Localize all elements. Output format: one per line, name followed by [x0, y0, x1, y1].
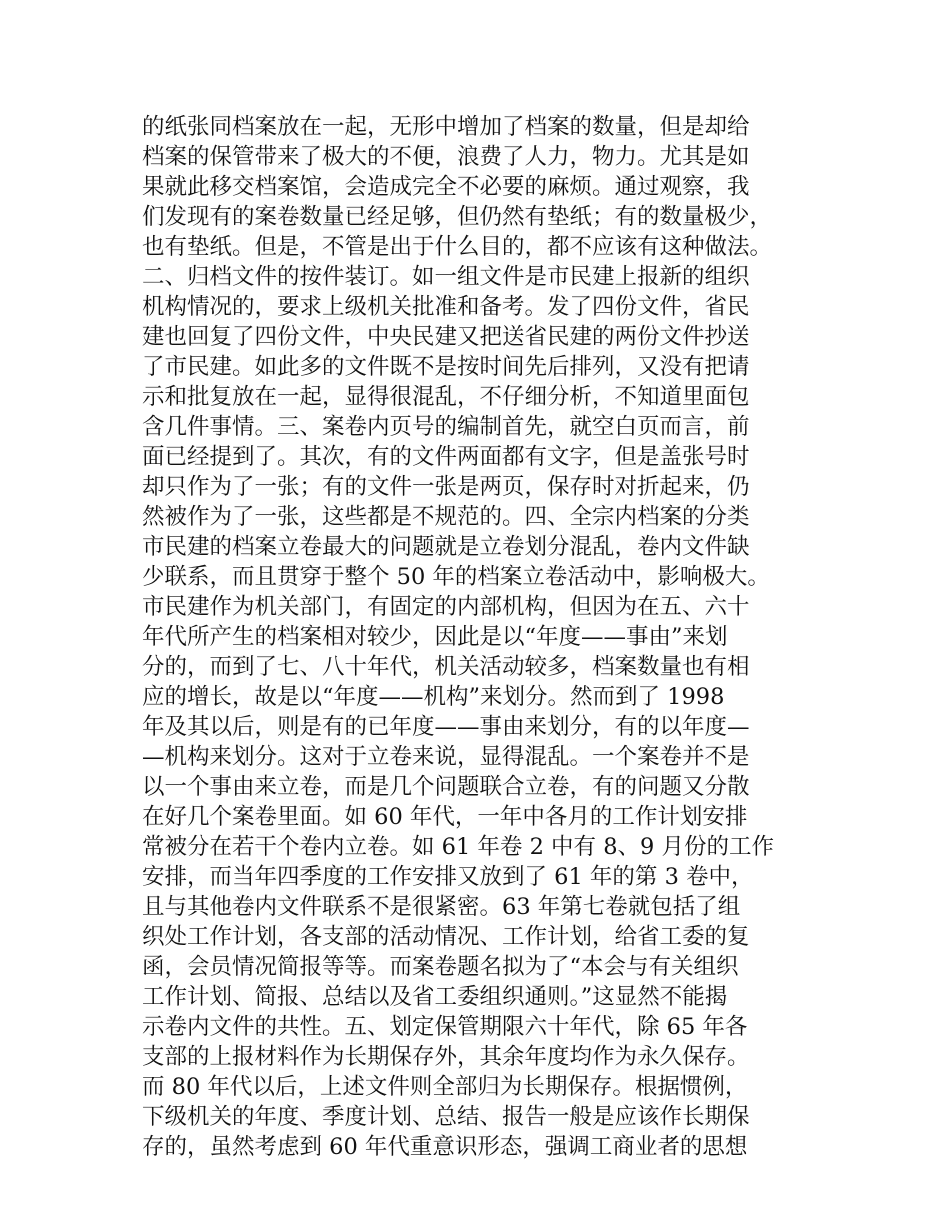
text-line: 分的，而到了七、八十年代，机关活动较多，档案数量也有相 [142, 654, 750, 680]
text-line: 们发现有的案卷数量已经足够，但仍然有垫纸；有的数量极少， [142, 204, 773, 230]
text-line: 档案的保管带来了极大的不便，浪费了人力，物力。尤其是如 [142, 144, 750, 170]
text-line: 然被作为了一张，这些都是不规范的。四、全宗内档案的分类 [142, 504, 750, 530]
text-line: 年及其以后，则是有的已年度——事由来划分，有的以年度— [142, 714, 750, 740]
text-line: 也有垫纸。但是，不管是出于什么目的，都不应该有这种做法。 [142, 234, 773, 260]
text-line: 存的，虽然考虑到 60 年代重意识形态，强调工商业者的思想 [142, 1134, 748, 1160]
text-line: 的纸张同档案放在一起，无形中增加了档案的数量，但是却给 [142, 114, 750, 140]
text-line: 市民建作为机关部门，有固定的内部机构，但因为在五、六十 [142, 594, 750, 620]
text-line: 二、归档文件的按件装订。如一组文件是市民建上报新的组织 [142, 264, 750, 290]
text-line: 市民建的档案立卷最大的问题就是立卷划分混乱，卷内文件缺 [142, 534, 750, 560]
text-line: 建也回复了四份文件，中央民建又把送省民建的两份文件抄送 [142, 324, 750, 350]
text-line: 而 80 年代以后，上述文件则全部归为长期保存。根据惯例， [142, 1074, 748, 1100]
text-line: 却只作为了一张；有的文件一张是两页，保存时对折起来，仍 [142, 474, 750, 500]
text-line: 示卷内文件的共性。五、划定保管期限六十年代，除 65 年各 [142, 1014, 748, 1040]
text-line: 工作计划、简报、总结以及省工委组织通则。”这显然不能揭 [142, 984, 728, 1010]
text-line: 面已经提到了。其次，有的文件两面都有文字，但是盖张号时 [142, 444, 750, 470]
text-line: 在好几个案卷里面。如 60 年代，一年中各月的工作计划安排 [142, 804, 748, 830]
text-line: 安排，而当年四季度的工作安排又放到了 61 年的第 3 卷中， [142, 864, 754, 890]
text-line: 支部的上报材料作为长期保存外，其余年度均作为永久保存。 [142, 1044, 750, 1070]
text-line: —机构来划分。这对于立卷来说，显得混乱。一个案卷并不是 [142, 744, 750, 770]
text-line: 下级机关的年度、季度计划、总结、报告一般是应该作长期保 [142, 1104, 750, 1130]
text-line: 应的增长，故是以“年度——机构”来划分。然而到了 1998 [142, 684, 725, 710]
text-line: 织处工作计划，各支部的活动情况、工作计划，给省工委的复 [142, 924, 750, 950]
text-line: 且与其他卷内文件联系不是很紧密。63 年第七卷就包括了组 [142, 894, 741, 920]
text-line: 函，会员情况简报等等。而案卷题名拟为了“本会与有关组织 [142, 954, 739, 980]
text-line: 年代所产生的档案相对较少，因此是以“年度——事由”来划 [142, 624, 728, 650]
text-line: 常被分在若干个卷内立卷。如 61 年卷 2 中有 8、9 月份的工作 [142, 834, 774, 860]
text-line: 示和批复放在一起，显得很混乱，不仔细分析，不知道里面包 [142, 384, 750, 410]
body-text [142, 112, 842, 1162]
text-line: 以一个事由来立卷，而是几个问题联合立卷，有的问题又分散 [142, 774, 750, 800]
text-line: 了市民建。如此多的文件既不是按时间先后排列，又没有把请 [142, 354, 750, 380]
text-line: 少联系，而且贯穿于整个 50 年的档案立卷活动中，影响极大。 [142, 564, 770, 590]
text-line: 含几件事情。三、案卷内页号的编制首先，就空白页而言，前 [142, 414, 750, 440]
text-line: 果就此移交档案馆，会造成完全不必要的麻烦。通过观察，我 [142, 174, 750, 200]
text-line: 机构情况的，要求上级机关批准和备考。发了四份文件，省民 [142, 294, 750, 320]
